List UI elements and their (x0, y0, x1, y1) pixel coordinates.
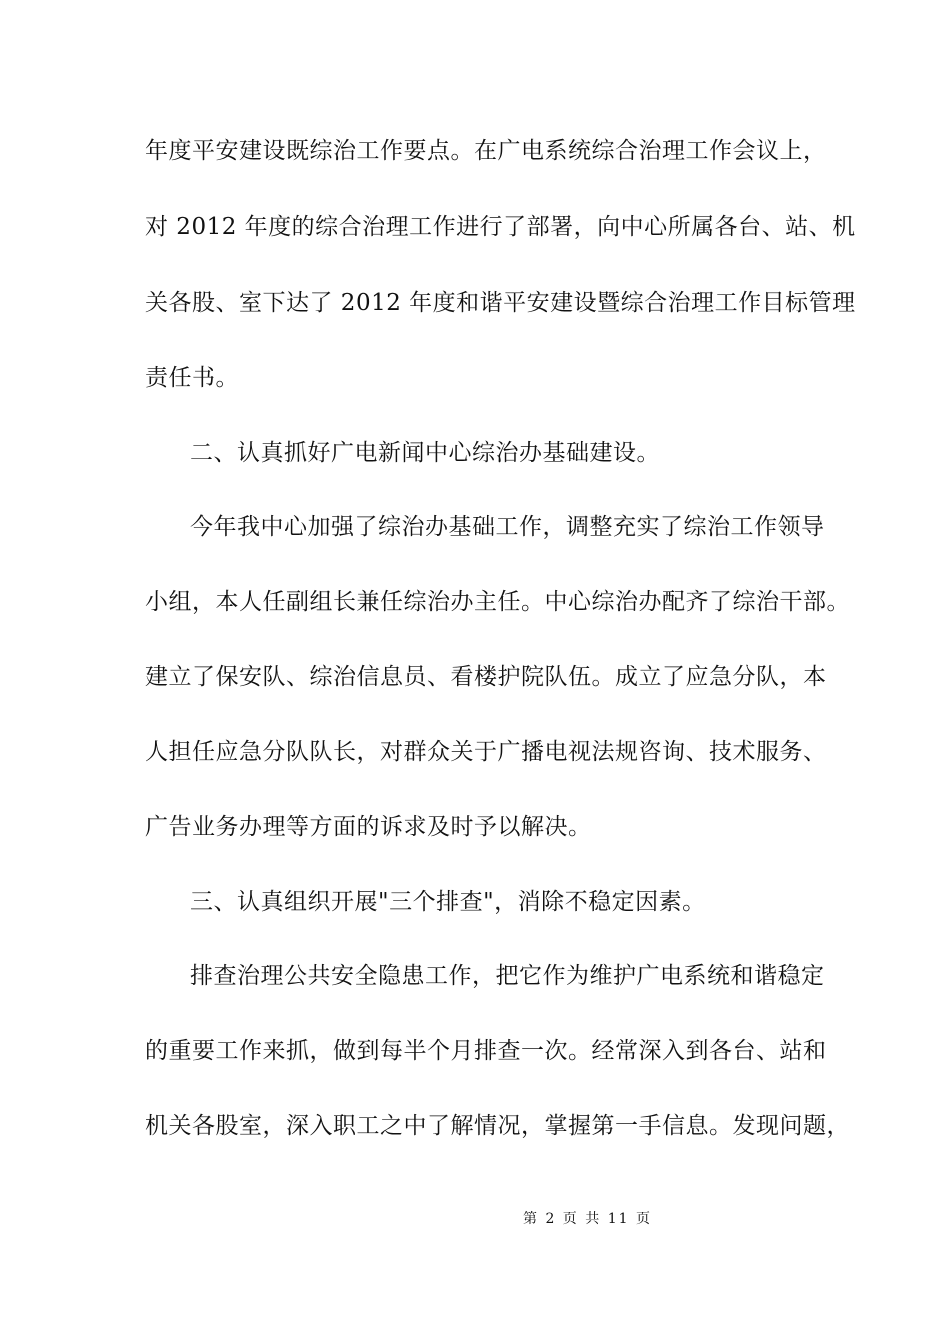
text-line: 的重要工作来抓，做到每半个月排查一次。经常深入到各台、站和 (145, 1038, 827, 1064)
text-line: 责任书。 (145, 365, 239, 391)
page-number: 第 2 页 共 11 页 (523, 1211, 652, 1227)
text-line: 关各股、室下达了 2012 年度和谐平安建设暨综合治理工作目标管理 (145, 290, 856, 316)
text-line: 建立了保安队、综治信息员、看楼护院队伍。成立了应急分队，本 (145, 664, 827, 690)
text-line: 对 2012 年度的综合治理工作进行了部署，向中心所属各台、站、机 (145, 214, 856, 240)
text-line: 机关各股室，深入职工之中了解情况，掌握第一手信息。发现问题， (145, 1113, 850, 1139)
text-line: 小组，本人任副组长兼任综治办主任。中心综治办配齐了综治干部。 (145, 589, 850, 615)
section-heading: 三、认真组织开展"三个排查"，消除不稳定因素。 (190, 889, 706, 915)
section-heading: 二、认真抓好广电新闻中心综治办基础建设。 (190, 440, 660, 466)
text-line: 年度平安建设既综治工作要点。在广电系统综合治理工作会议上， (145, 138, 827, 164)
paragraph-start: 今年我中心加强了综治办基础工作，调整充实了综治工作领导 (190, 514, 825, 540)
text-line: 广告业务办理等方面的诉求及时予以解决。 (145, 814, 592, 840)
paragraph-start: 排查治理公共安全隐患工作，把它作为维护广电系统和谐稳定 (190, 963, 825, 989)
text-line: 人担任应急分队队长，对群众关于广播电视法规咨询、技术服务、 (145, 739, 827, 765)
page-footer (0, 1208, 950, 1228)
